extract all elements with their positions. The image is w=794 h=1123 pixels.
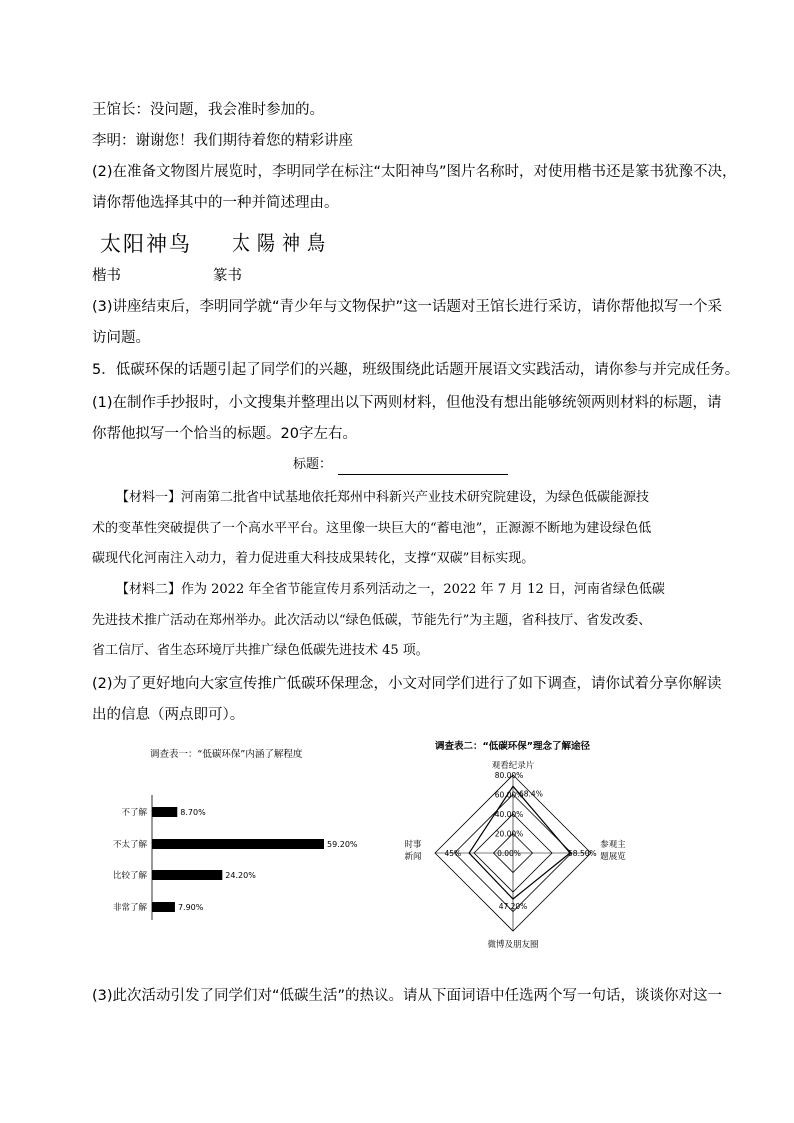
- question-5-1-line-1: (1)在制作手抄报时，小文搜集并整理出以下两则材料，但他没有想出能够统领两则材料的标题，请: [92, 395, 722, 411]
- radar-axis-label: 参观主: [600, 840, 626, 850]
- material-1-line-3: 碳现代化河南注入动力，着力促进重大科技成果转化，支撑“双碳”目标实现。: [92, 551, 535, 566]
- zhuanshu-label: 篆书: [213, 268, 242, 284]
- material-2-line-3: 省工信厅、省生态环境厅共推广绿色低碳先进技术 45 项。: [92, 643, 429, 658]
- material-1-line-2: 术的变革性突破提供了一个高水平平台。这里像一块巨大的“蓄电池”，正源源不断地为建设绿色低: [92, 521, 652, 536]
- question-5-3-line-1: (3)此次活动引发了同学们对“低碳生活”的热议。请从下面词语中任选两个写一句话，谈谈你对这一: [92, 988, 723, 1004]
- kaishu-sample: 太阳神鸟: [100, 232, 192, 256]
- bar: [152, 870, 222, 880]
- bar-chart-title: 调查表一：“低碳环保”内涵了解程度: [150, 749, 303, 760]
- radar-tick-label: 0.00%: [497, 849, 521, 858]
- radar-axis-label: 题展览: [600, 852, 626, 862]
- radar-tick-label: 60.00%: [494, 790, 524, 800]
- question-5-2-line-1: (2)为了更好地向大家宣传推广低碳环保理念，小文对同学们进行了如下调查，请你试着分享你解读: [92, 676, 722, 692]
- survey-1-bar-chart: [100, 740, 390, 930]
- question-5-1-line-2: 你帮他拟写一个恰当的标题。20字左右。: [92, 426, 357, 442]
- question-3-line-2: 访问题。: [92, 330, 150, 346]
- radar-plot: [404, 760, 626, 950]
- radar-value-label: 47.20%: [498, 902, 528, 912]
- bar-value-label: 7.90%: [177, 903, 204, 912]
- radar-value-label: 45%: [444, 849, 462, 858]
- radar-axis-label: 观看纪录片: [491, 761, 535, 771]
- radar-axis-label: 新闻: [404, 852, 422, 862]
- question-2-line-2: 请你帮他选择其中的一种并简述理由。: [92, 195, 339, 211]
- title-answer-blank[interactable]: [338, 460, 508, 475]
- question-5-2-line-2: 出的信息（两点即可）。: [92, 707, 245, 723]
- bar-series: [113, 807, 358, 913]
- radar-value-label: 58.50%: [568, 849, 597, 858]
- survey-2-radar-chart: [390, 735, 710, 965]
- radar-chart-title: 调查表二：“低碳环保”理念了解途径: [435, 741, 590, 752]
- bar-category-label: 非常了解: [112, 903, 147, 913]
- bar: [152, 839, 324, 849]
- question-3-line-1: (3)讲座结束后，李明同学就“青少年与文物保护”这一话题对王馆长进行采访，请你帮他拟写一个采: [92, 299, 723, 315]
- dialog-line-curator: 王馆长：没问题，我会准时参加的。: [92, 102, 324, 118]
- radar-axis-label: 微博及朋友圈: [487, 940, 539, 950]
- zhuanshu-sample: 太陽神鳥: [232, 231, 332, 256]
- bar-category-label: 比较了解: [112, 871, 147, 881]
- bar-value-label: 24.20%: [225, 871, 256, 880]
- bar: [152, 807, 177, 817]
- bar: [152, 902, 175, 912]
- dialog-line-liming: 李明：谢谢您！我们期待着您的精彩讲座: [92, 133, 353, 149]
- radar-value-label: 68.4%: [519, 789, 543, 799]
- material-1-line-1: 【材料一】河南第二批省中试基地依托郑州中科新兴产业技术研究院建设，为绿色低碳能源技: [116, 490, 650, 505]
- radar-tick-label: 40.00%: [494, 810, 524, 819]
- title-label: 标题：: [293, 457, 333, 472]
- bar-value-label: 8.70%: [180, 808, 206, 817]
- bar-category-label: 不太了解: [112, 840, 147, 850]
- material-2-line-2: 先进技术推广活动在郑州举办。此次活动以“绿色低碳，节能先行”为主题，省科技厅、省发改委、: [92, 613, 652, 628]
- bar-value-label: 59.20%: [327, 840, 358, 849]
- radar-tick-label: 20.00%: [494, 829, 524, 839]
- kaishu-label: 楷书: [92, 268, 121, 284]
- question-5-stem: 5．低碳环保的话题引起了同学们的兴趣，班级围绕此话题开展语文实践活动，请你参与并完成任务。: [92, 362, 740, 378]
- radar-tick-label: 80.00%: [494, 771, 524, 780]
- question-2-line-1: (2)在准备文物图片展览时，李明同学在标注“太阳神鸟”图片名称时，对使用楷书还是篆书犹豫不决，: [92, 164, 737, 180]
- title-answer-row: [293, 455, 508, 475]
- bar-category-label: 不了解: [121, 808, 147, 818]
- material-2-line-1: 【材料二】作为 2022 年全省节能宣传月系列活动之一，2022 年 7 月 12 日，河南省绿色低碳: [116, 582, 665, 597]
- radar-axis-label: 时事: [404, 840, 422, 850]
